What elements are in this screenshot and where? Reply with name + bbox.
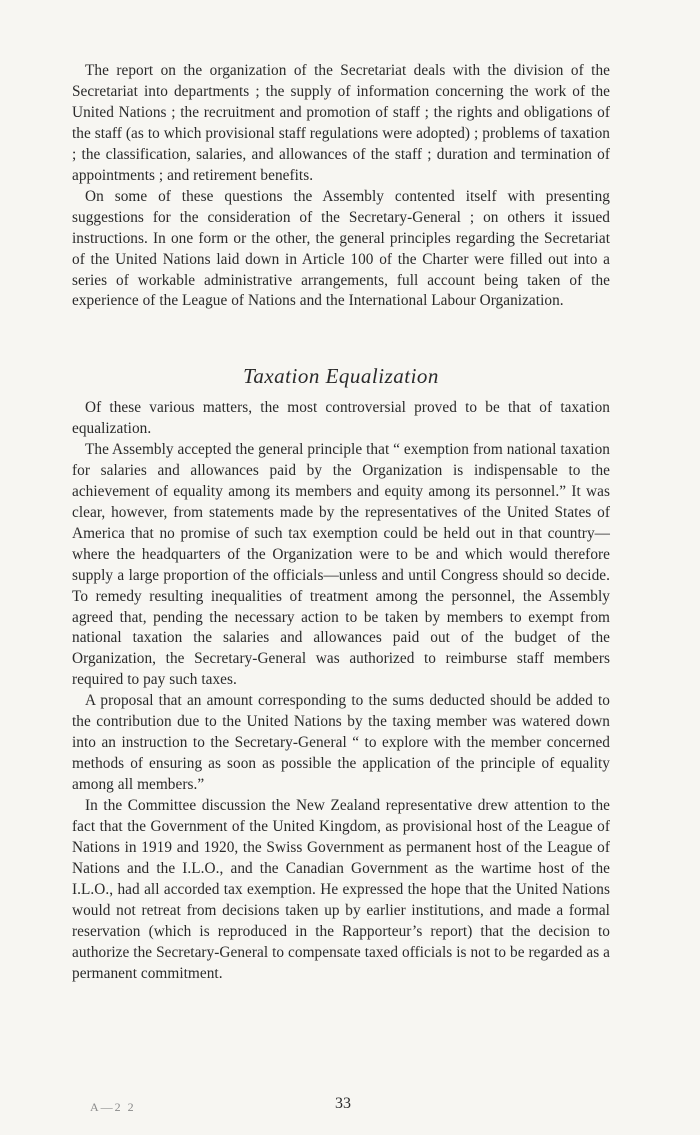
section-text (72, 398, 610, 985)
paragraph: The Assembly accepted the general principle that “ exemption from national taxation for salaries and allowances paid by the Organization is indispensable to the achievement of equality among its members and equity among its personnel.” It was clear, however, from statements made by the representatives of the United States of America that no promise of such tax exemption could be held out in that country—where the headquarters of the Organization were to be and which would therefore supply a large proportion of the officials—unless and until Congress should so decide. To remedy resulting inequalities of treatment among the personnel, the Assembly agreed that, pending the necessary action to be taken by members to exempt from national taxation the salaries and allowances paid out of the budget of the Organization, the Secretary-General was authorized to reimburse staff members required to pay such taxes. (72, 440, 610, 689)
paragraph: The report on the organization of the Secretariat deals with the division of the Secretariat into departments ; the supply of information concerning the work of the United Nations ; the recruitment and promotion of staff ; the rights and obligations of the staff (as to which provisional staff regulations were adopted) ; problems of taxation ; the classification, salaries, and allowances of the staff ; duration and termination of appointments ; and retirement benefits. (72, 62, 610, 184)
printer-signature: A—2 2 (90, 1100, 136, 1114)
intro-text (72, 61, 610, 312)
paragraph: A proposal that an amount corresponding to the sums deducted should be added to the contribution due to the United Nations by the taxing member was watered down into an instruction to the Secretary-General “ to explore with the member concerned methods of ensuring as soon as possible the application of the principle of equality among all members.” (72, 692, 610, 794)
section-heading: Taxation Equalization (243, 364, 439, 388)
paragraph: On some of these questions the Assembly contented itself with presenting suggestions for the consideration of the Secretary-General ; on others it issued instructions. In one form or the other, the general principles regarding the Secretariat of the United Nations laid down in Article 100 of the Charter were filled out into a series of workable administrative arrangements, full account being taken of the experience of the League of Nations and the International Labour Organization. (72, 187, 610, 310)
paragraph: Of these various matters, the most controversial proved to be that of taxation equalization. (72, 399, 610, 437)
page-number: 33 (335, 1095, 351, 1112)
paragraph: In the Committee discussion the New Zealand representative drew attention to the fact that the Government of the United Kingdom, as provisional host of the League of Nations in 1919 and 1920, the Swiss Government as permanent host of the League of Nations and the I.L.O., and the Canadian Government as the wartime host of the I.L.O., had all accorded tax exemption. He expressed the hope that the United Nations would not retreat from decisions taken up by earlier institutions, and made a formal reservation (which is reproduced in the Rapporteur’s report) that the decision to authorize the Secretary-General to compensate taxed officials is not to be regarded as a permanent commitment. (72, 797, 610, 982)
